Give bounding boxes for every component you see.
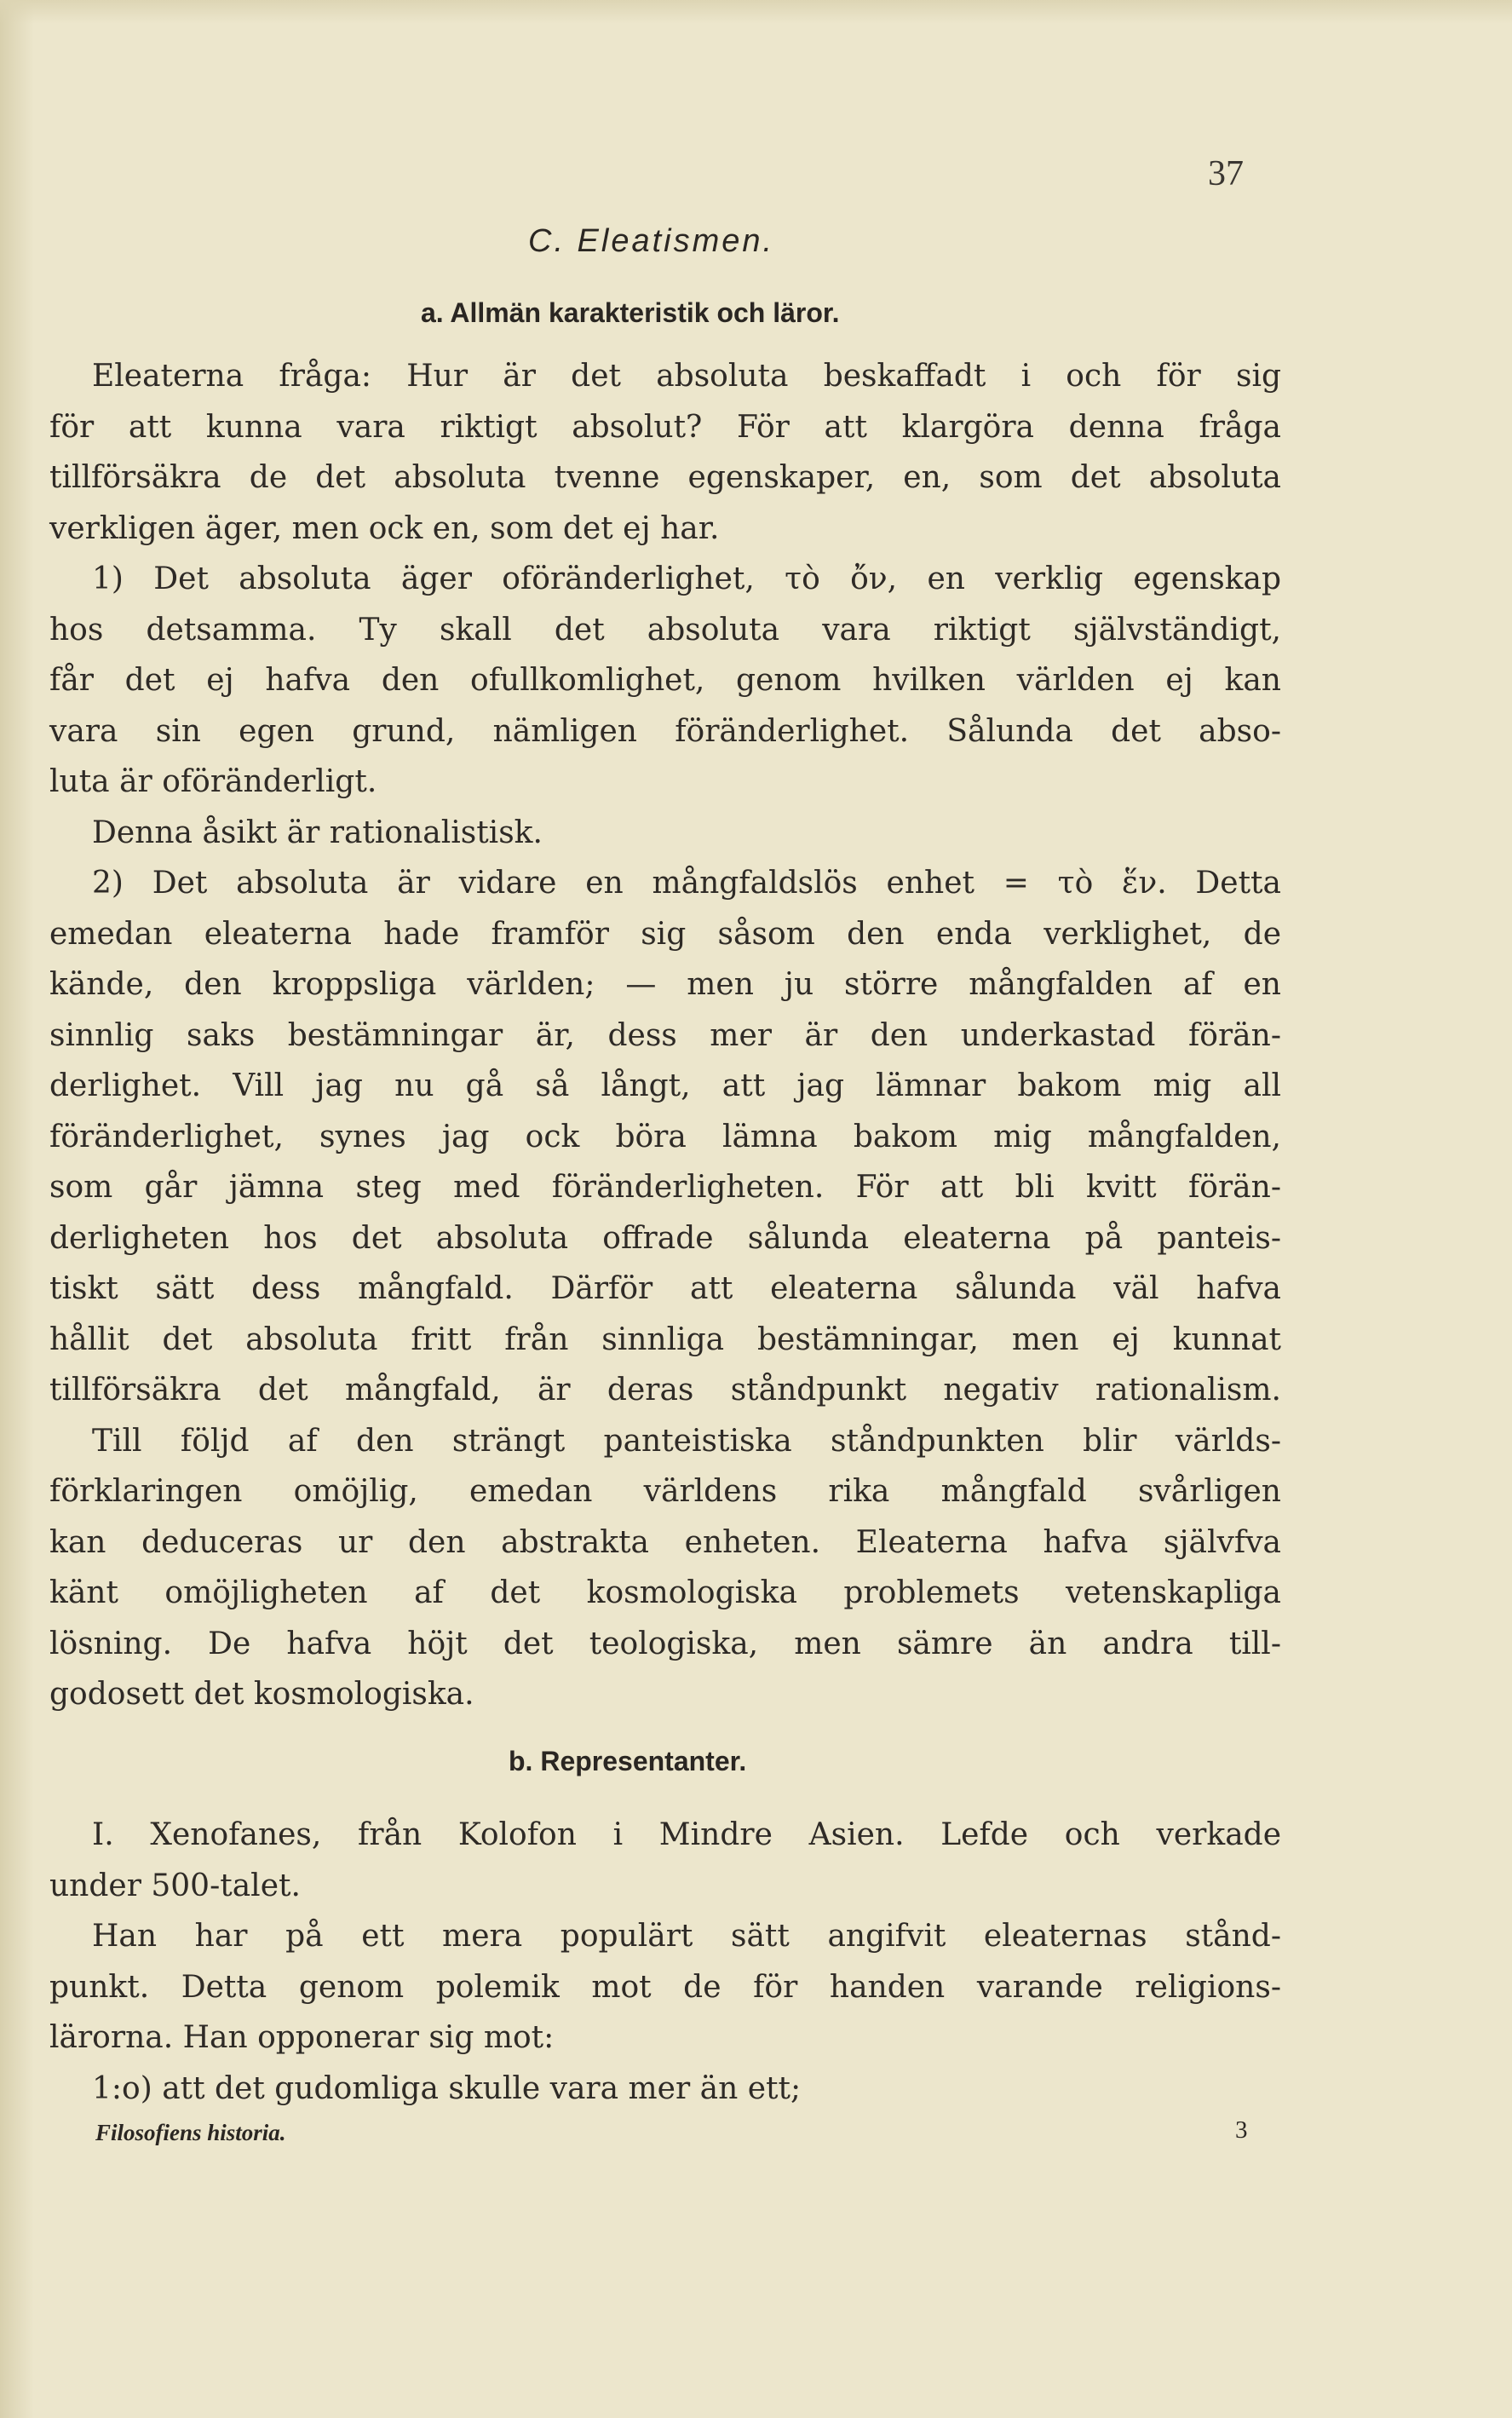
text-line: som går jämna steg med föränderligheten. För att bli kvitt förän-	[49, 1170, 1281, 1205]
text-line: föränderlighet, synes jag ock böra lämna bakom mig mångfalden,	[49, 1119, 1281, 1154]
text-line: derlighet. Vill jag nu gå så långt, att jag lämnar bakom mig all	[49, 1068, 1281, 1103]
subheading-general-characteristics: a. Allmän karakteristik och läror.	[421, 297, 840, 328]
text-line: för att kunna vara riktigt absolut? För att klargöra denna fråga	[49, 409, 1281, 445]
text-line: 1) Det absoluta äger oföränderlighet, τὸ ὄν, en verklig egenskap	[92, 561, 1281, 596]
page-edge-left	[0, 0, 34, 2418]
text-line: lösning. De hafva höjt det teologiska, men sämre än andra till-	[49, 1626, 1281, 1661]
page-number: 37	[1208, 154, 1244, 193]
body-text-general	[49, 351, 1281, 1720]
text-line: luta är oföränderligt.	[49, 764, 377, 799]
subheading-representatives: b. Representanter.	[509, 1746, 747, 1776]
text-line: punkt. Detta genom polemik mot de för handen varande religions-	[49, 1969, 1281, 2005]
text-line: Eleaterna fråga: Hur är det absoluta beskaffadt i och för sig	[92, 359, 1281, 394]
text-line: vara sin egen grund, nämligen föränderlighet. Sålunda det abso-	[49, 713, 1281, 749]
text-line: tillförsäkra det mångfald, är deras ståndpunkt negativ rationalism.	[49, 1373, 1281, 1408]
text-line: 2) Det absoluta är vidare en mångfaldslös enhet = τὸ ἕν. Detta	[92, 866, 1281, 901]
section-heading: C. Eleatismen.	[528, 223, 775, 259]
text-line: känt omöjligheten af det kosmologiska problemets vetenskapliga	[49, 1575, 1281, 1610]
text-line: kan deduceras ur den abstrakta enheten. Eleaterna hafva självfva	[49, 1524, 1281, 1560]
text-line: sinnlig saks bestämningar är, dess mer är den underkastad förän-	[49, 1017, 1281, 1053]
text-line: godosett det kosmologiska.	[49, 1677, 474, 1712]
footer-signature-mark: 3	[1235, 2116, 1248, 2144]
text-line: derligheten hos det absoluta offrade sålunda eleaterna på panteis-	[49, 1220, 1281, 1256]
text-line: 1:o) att det gudomliga skulle vara mer än ett;	[92, 2070, 802, 2106]
text-line: får det ej hafva den ofullkomlighet, genom hvilken världen ej kan	[49, 663, 1281, 698]
body-text-representatives	[49, 1810, 1281, 2114]
text-line: emedan eleaterna hade framför sig såsom den enda verklighet, de	[49, 916, 1281, 952]
text-line: lärorna. Han opponerar sig mot:	[49, 2020, 555, 2055]
text-line: kände, den kroppsliga världen; — men ju större mångfalden af en	[49, 967, 1281, 1002]
text-line: under 500-talet.	[49, 1868, 301, 1903]
page-edge-top	[0, 0, 1512, 24]
text-line: hos detsamma. Ty skall det absoluta vara riktigt självständigt,	[49, 612, 1281, 648]
text-line: I. Xenofanes, från Kolofon i Mindre Asien. Lefde och verkade	[92, 1817, 1281, 1852]
text-line: hållit det absoluta fritt från sinnliga bestämningar, men ej kunnat	[49, 1321, 1281, 1357]
text-line: förklaringen omöjlig, emedan världens rika mångfald svårligen	[49, 1474, 1281, 1509]
text-line: Han har på ett mera populärt sätt angifvit eleaternas stånd-	[92, 1919, 1281, 1954]
text-line: Till följd af den strängt panteistiska ståndpunkten blir världs-	[92, 1423, 1281, 1459]
text-line: tiskt sätt dess mångfald. Därför att eleaterna sålunda väl hafva	[49, 1271, 1281, 1306]
text-line: tillförsäkra de det absoluta tvenne egenskaper, en, som det absoluta	[49, 460, 1281, 495]
text-line: verkligen äger, men ock en, som det ej har.	[49, 510, 720, 546]
text-line: Denna åsikt är rationalistisk.	[92, 815, 543, 850]
footer-book-title: Filosofiens historia.	[95, 2120, 286, 2145]
